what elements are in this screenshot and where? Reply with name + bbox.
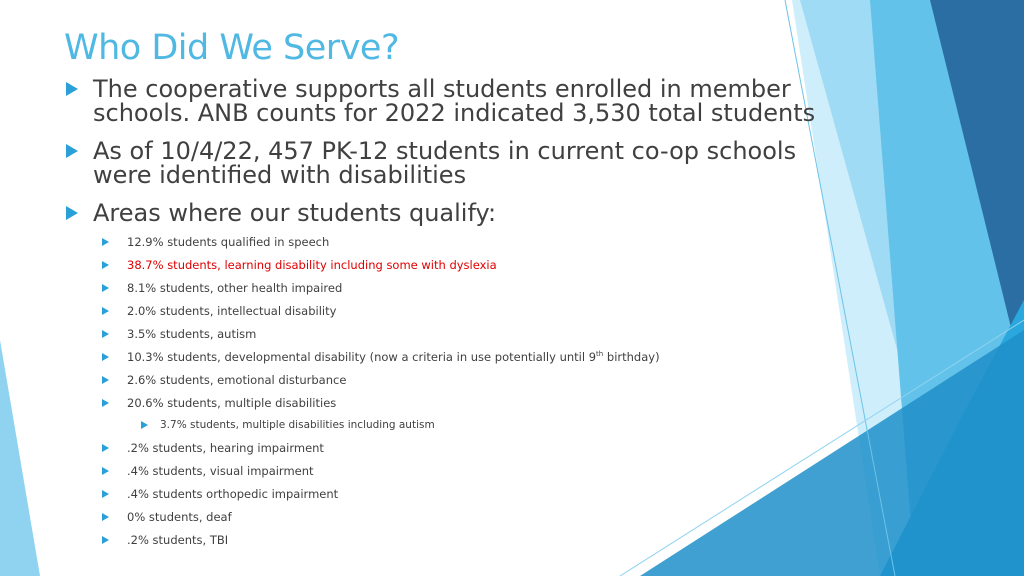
slide-title: Who Did We Serve? [64,28,400,68]
bullet-arrow-icon [102,307,109,315]
bullet-arrow-icon [102,353,109,361]
bullet-arrow-icon [102,513,109,521]
ordinal-suffix: th [596,350,604,359]
bullet-arrow-icon [102,261,109,269]
area-text: 20.6% students, multiple disabilities [127,396,337,410]
area-text: 0% students, deaf [127,510,232,524]
bullet-arrow-icon [102,238,109,246]
area-text: 12.9% students qualified in speech [127,235,330,249]
area-text: .4% students, visual impairment [127,464,314,478]
area-text [127,349,660,365]
bullet-arrow-icon [102,399,109,407]
sub-area-text: 3.7% students, multiple disabilities including autism [160,419,435,431]
bullet-text-line: Areas where our students qualify: [93,199,497,227]
area-text: 8.1% students, other health impaired [127,281,343,295]
area-text-end: birthday) [603,350,660,364]
bullet-arrow-icon [102,330,109,338]
bullet-text-line: were identified with disabilities [93,161,467,189]
bullet-arrow-icon [102,536,109,544]
area-text: 2.6% students, emotional disturbance [127,373,347,387]
bullet-arrow-icon [102,284,109,292]
area-text: 2.0% students, intellectual disability [127,304,337,318]
bullet-arrow-icon [102,444,109,452]
bullet-arrow-icon [102,376,109,384]
area-text: 38.7% students, learning disability including some with dyslexia [127,258,497,272]
bottom-right-triangle [640,330,1024,576]
area-text: .4% students orthopedic impairment [127,487,339,501]
area-text: .2% students, TBI [127,533,229,547]
left-edge-shape [0,340,40,576]
bullet-text-line: As of 10/4/22, 457 PK-12 students in current co-op schools [93,137,797,165]
bullet-arrow-icon [102,467,109,475]
bullet-text-line: The cooperative supports all students enrolled in member [93,75,791,103]
area-text-main: 10.3% students, developmental disability (now a criteria in use potentially until 9 [127,350,597,364]
area-text: 3.5% students, autism [127,327,257,341]
bullet-arrow-icon [102,490,109,498]
bullet-arrow-icon [66,144,78,158]
bullet-arrow-icon [141,421,148,429]
bullet-arrow-icon [66,206,78,220]
area-text: .2% students, hearing impairment [127,441,324,455]
bullet-text-line: schools. ANB counts for 2022 indicated 3,530 total students [93,99,816,127]
bullet-arrow-icon [66,82,78,96]
